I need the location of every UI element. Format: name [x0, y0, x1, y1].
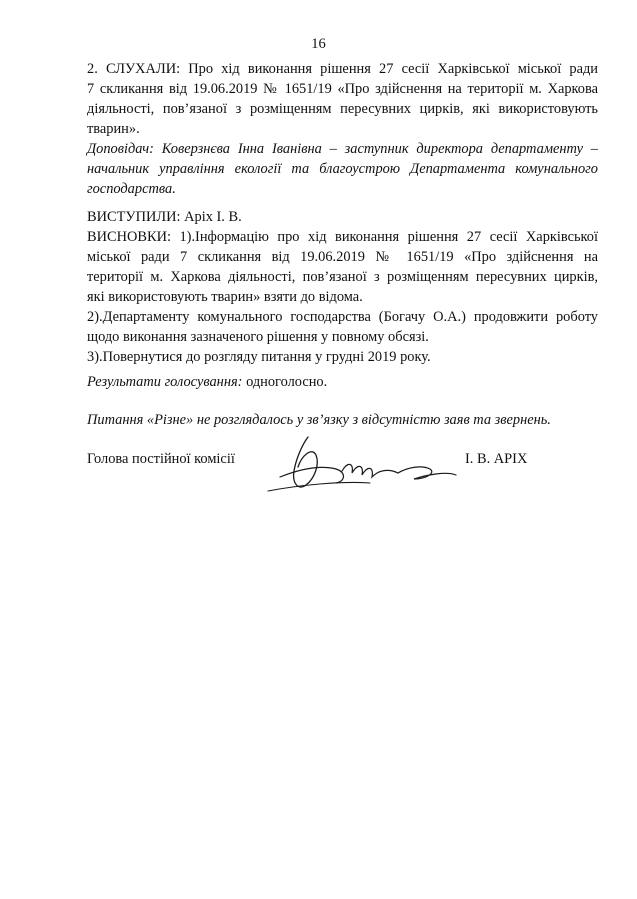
speaker-line-1: Доповідач: Коверзнєва Інна Іванівна – заступник директора департаменту – — [87, 141, 598, 157]
speaker-line-3: господарства. — [87, 181, 176, 197]
conclusion-line-5: 2).Департаменту комунального господарства (Богачу О.А.) продовжити роботу — [87, 309, 598, 325]
spoke-line: ВИСТУПИЛИ: Аріх І. В. — [87, 209, 242, 225]
conclusion-line-4: які використовують тварин» взяти до відома. — [87, 289, 363, 305]
heard-line-1: 2. СЛУХАЛИ: Про хід виконання рішення 27 сесії Харківської міської ради — [87, 61, 598, 77]
misc-note: Питання «Різне» не розглядалось у зв’язку з відсутністю заяв та звернень. — [87, 412, 551, 428]
signatory-name: І. В. АРІХ — [465, 451, 528, 467]
handwritten-signature — [250, 425, 465, 505]
signature-title: Голова постійної комісії — [87, 451, 235, 467]
page-number: 16 — [311, 36, 326, 52]
vote-results — [87, 372, 598, 392]
speaker-line-2: начальник управління екології та благоустрою Департамента комунального — [87, 161, 598, 177]
heard-line-2: 7 скликання від 19.06.2019 № 1651/19 «Про здійснення на території м. Харкова — [87, 81, 598, 97]
conclusion-line-3: території м. Харкова діяльності, пов’язаної з розміщенням пересувних цирків, — [87, 269, 598, 285]
conclusion-line-2: міської ради 7 скликання від 19.06.2019 № 1651/19 «Про здійснення на — [87, 249, 598, 265]
vote-value: одноголосно. — [246, 374, 328, 390]
heard-line-3: діяльності, пов’язаної з розміщенням пересувних цирків, які використовують — [87, 101, 598, 117]
vote-label: Результати голосування: — [87, 374, 243, 390]
conclusion-line-7: 3).Повернутися до розгляду питання у грудні 2019 року. — [87, 349, 431, 365]
heard-line-4: тварин». — [87, 121, 140, 137]
conclusion-line-6: щодо виконання зазначеного рішення у повному обсязі. — [87, 329, 429, 345]
conclusion-line-1: ВИСНОВКИ: 1).Інформацію про хід виконання рішення 27 сесії Харківської — [87, 229, 598, 245]
